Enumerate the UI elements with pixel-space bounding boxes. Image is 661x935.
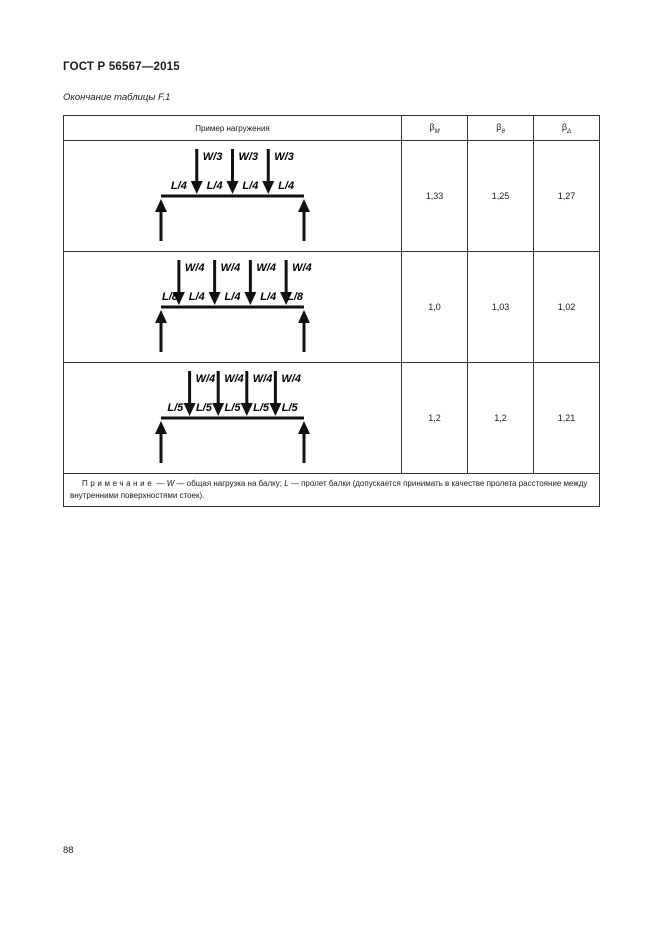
note-l-symbol: L (284, 479, 289, 488)
table-row (64, 363, 600, 474)
load-label: W/4 (252, 373, 273, 385)
arrow-head (244, 292, 256, 305)
note-text-1: — общая нагрузка на балку; (174, 479, 285, 488)
beta-delta-value: 1,02 (534, 252, 600, 363)
load-diagram-cell (64, 252, 402, 363)
arrow-head (212, 403, 224, 416)
span-label: L/8 (287, 291, 304, 303)
beta-theta-value: 1,03 (468, 252, 534, 363)
load-label: W/4 (184, 262, 205, 274)
beta-theta-symbol: β (496, 121, 502, 132)
load-label: W/4 (256, 262, 276, 274)
span-label: L/5 (224, 402, 241, 414)
beta-m-symbol: β (429, 121, 435, 132)
load-arrow (209, 260, 221, 305)
load-diagram (64, 363, 402, 473)
arrow-head (298, 199, 310, 212)
arrow-head (262, 181, 274, 194)
diagram-marks (155, 260, 312, 352)
span-label: L/5 (253, 402, 270, 414)
table-row (64, 252, 600, 363)
left-support-arrow (155, 199, 167, 241)
load-label: W/4 (292, 262, 312, 274)
load-label: W/4 (220, 262, 241, 274)
header-beta-theta (468, 116, 534, 141)
table-note (64, 474, 600, 507)
right-support-arrow (298, 199, 310, 241)
note-text-2: — пролет балки (допускается принимать в качестве пролета расстояние между внутренними поверхностями стоек). (70, 479, 588, 500)
beta-theta-subscript: θ (501, 128, 505, 135)
header-beta-delta (534, 116, 600, 141)
right-support-arrow (298, 421, 310, 463)
load-diagram (64, 141, 402, 251)
load-arrow (262, 149, 274, 194)
beta-delta-value: 1,21 (534, 363, 600, 474)
load-arrow (244, 260, 256, 305)
beta-delta-symbol: β (561, 121, 568, 132)
beta-delta-subscript: Δ (567, 128, 572, 135)
load-table (63, 115, 600, 507)
note-row (64, 474, 600, 507)
beta-theta-value: 1,25 (468, 141, 534, 252)
arrow-head (227, 181, 239, 194)
arrow-head (209, 292, 221, 305)
page-number: 88 (63, 845, 74, 856)
right-support-arrow (298, 310, 310, 352)
arrow-head (184, 403, 196, 416)
arrow-head (155, 421, 167, 434)
arrow-head (269, 403, 281, 416)
diagram-marks (155, 371, 310, 463)
load-label: W/4 (224, 373, 244, 385)
beta-m-value: 1,2 (402, 363, 468, 474)
arrow-head (298, 421, 310, 434)
load-label: W/4 (195, 373, 216, 385)
beta-m-value: 1,0 (402, 252, 468, 363)
arrow-head (298, 310, 310, 323)
note-lead: Примечание (82, 479, 155, 488)
span-label: L/5 (281, 402, 298, 414)
arrow-head (155, 310, 167, 323)
load-diagram-cell (64, 363, 402, 474)
beta-m-subscript: M (434, 128, 440, 135)
load-label: W/3 (238, 151, 259, 163)
span-label: L/4 (224, 291, 241, 303)
standard-id: ГОСТ Р 56567—2015 (63, 61, 180, 73)
load-label: W/3 (202, 151, 223, 163)
header-example: Пример нагружения (64, 116, 402, 141)
beta-m-value: 1,33 (402, 141, 468, 252)
span-label: L/8 (161, 291, 178, 303)
table-caption: Окончание таблицы F.1 (63, 92, 171, 103)
beta-delta-value: 1,27 (534, 141, 600, 252)
span-label: L/4 (188, 291, 205, 303)
note-dash: — (154, 479, 167, 488)
span-label: L/5 (195, 402, 212, 414)
table-row (64, 141, 600, 252)
diagram-marks (155, 149, 310, 241)
arrow-head (155, 199, 167, 212)
span-label: L/4 (242, 180, 259, 192)
beta-theta-value: 1,2 (468, 363, 534, 474)
note-w-symbol: W (166, 479, 175, 488)
span-label: L/5 (167, 402, 184, 414)
load-label: W/4 (281, 373, 301, 385)
left-support-arrow (155, 310, 167, 352)
span-label: L/4 (206, 180, 223, 192)
span-label: L/4 (170, 180, 187, 192)
arrow-head (241, 403, 253, 416)
load-diagram (64, 252, 402, 362)
load-arrow (227, 149, 239, 194)
arrow-head (191, 181, 203, 194)
span-label: L/4 (278, 180, 295, 192)
table-header-row (64, 116, 600, 141)
load-diagram-cell (64, 141, 402, 252)
header-beta-m (402, 116, 468, 141)
span-label: L/4 (260, 291, 277, 303)
load-label: W/3 (274, 151, 294, 163)
left-support-arrow (155, 421, 167, 463)
load-arrow (191, 149, 203, 194)
load-arrow (184, 371, 196, 416)
